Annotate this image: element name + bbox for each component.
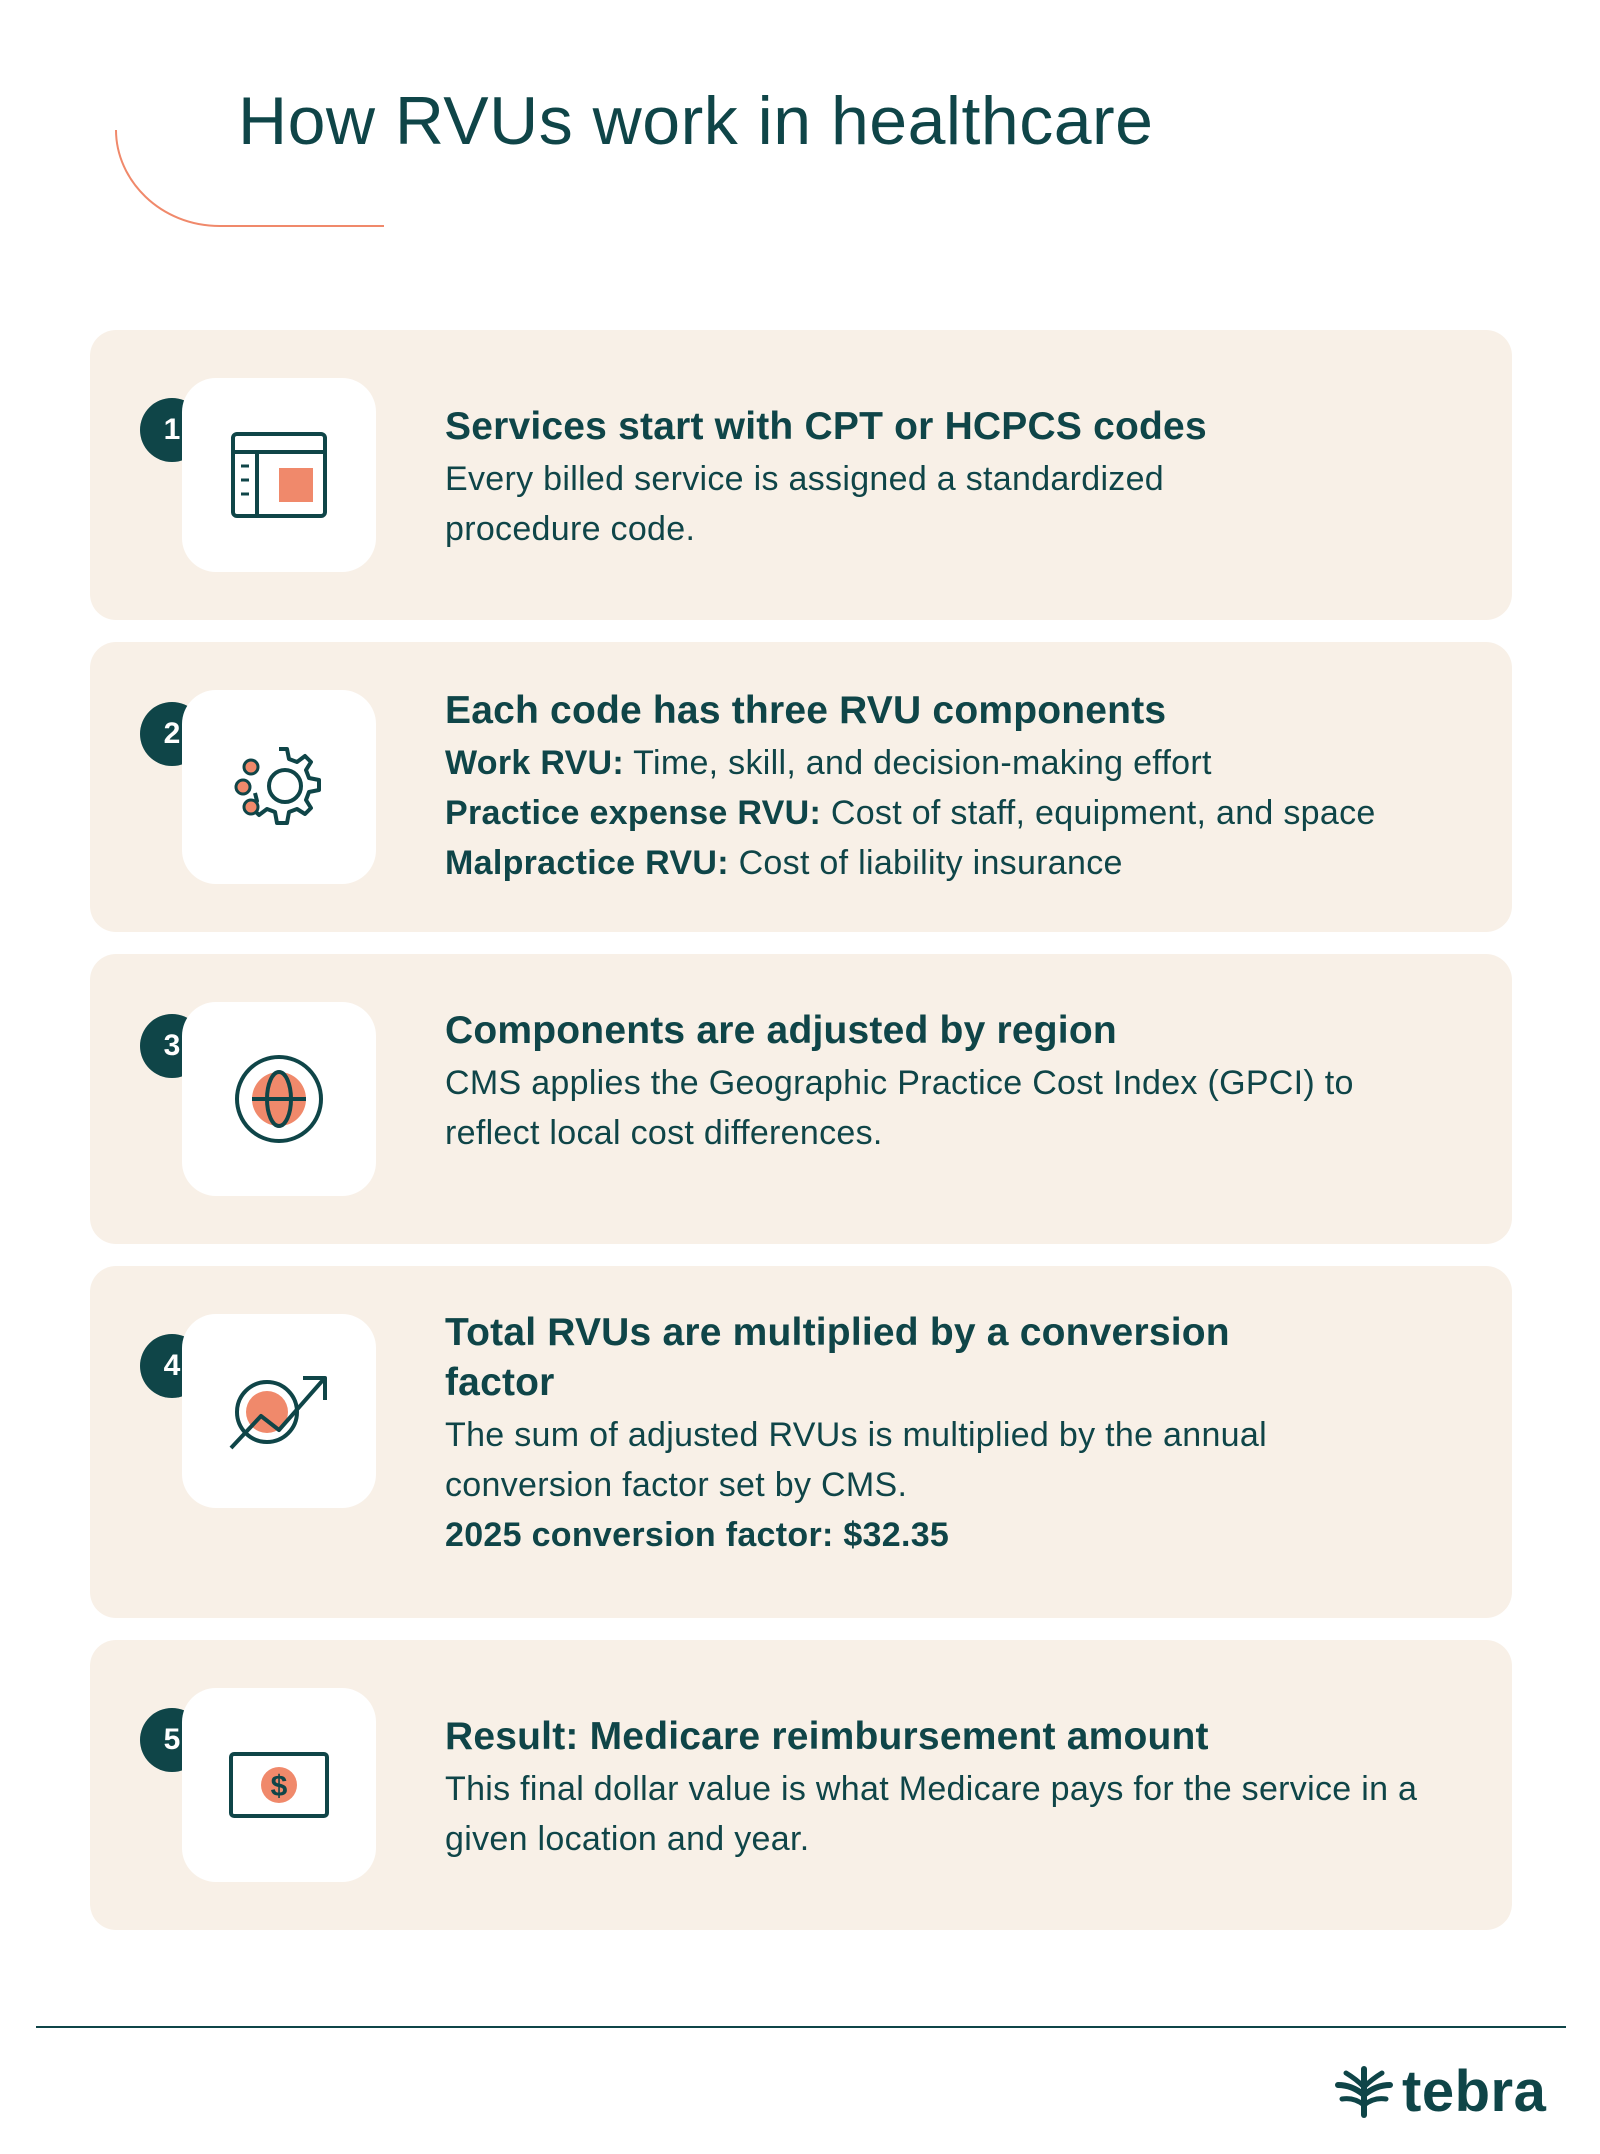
step-number-badge: 1 bbox=[140, 398, 204, 462]
step-description: This final dollar value is what Medicare pays for the service in a given location and year. bbox=[445, 1770, 1418, 1858]
component-label: Work RVU: bbox=[445, 744, 625, 782]
component-line bbox=[445, 838, 1482, 888]
step-card-4 bbox=[90, 1266, 1512, 1618]
code-document-icon bbox=[229, 430, 329, 520]
step-icon-tile bbox=[182, 690, 376, 884]
step-number-badge: 4 bbox=[140, 1334, 204, 1398]
step-icon-tile bbox=[182, 1314, 376, 1508]
step-number-badge: 2 bbox=[140, 702, 204, 766]
page-title: How RVUs work in healthcare bbox=[238, 83, 1154, 159]
step-description: The sum of adjusted RVUs is multiplied by the annual conversion factor set by CMS. bbox=[445, 1416, 1267, 1504]
conversion-factor: 2025 conversion factor: $32.35 bbox=[445, 1516, 950, 1554]
step-icon-tile bbox=[182, 1688, 376, 1882]
step-description: CMS applies the Geographic Practice Cost Index (GPCI) to reflect local cost differences. bbox=[445, 1064, 1354, 1152]
step-title: Components are adjusted by region bbox=[445, 1009, 1117, 1052]
step-title: Total RVUs are multiplied by a conversion factor bbox=[445, 1311, 1230, 1404]
component-label: Practice expense RVU: bbox=[445, 794, 822, 832]
component-line bbox=[445, 788, 1482, 838]
component-label: Malpractice RVU: bbox=[445, 844, 729, 882]
gear-icon bbox=[227, 735, 331, 839]
svg-text:$: $ bbox=[270, 1770, 288, 1803]
step-card-1 bbox=[90, 330, 1512, 620]
growth-chart-icon bbox=[223, 1366, 335, 1456]
step-number-badge: 3 bbox=[140, 1014, 204, 1078]
step-card-2 bbox=[90, 642, 1512, 932]
decorative-arc bbox=[110, 130, 390, 230]
logo-wordmark: tebra bbox=[1402, 2059, 1547, 2124]
step-card-5 bbox=[90, 1640, 1512, 1930]
step-icon-tile bbox=[182, 378, 376, 572]
step-number-badge: 5 bbox=[140, 1708, 204, 1772]
step-title: Services start with CPT or HCPCS codes bbox=[445, 405, 1207, 448]
step-icon-tile bbox=[182, 1002, 376, 1196]
footer-divider bbox=[36, 2026, 1566, 2028]
component-desc: Cost of liability insurance bbox=[738, 844, 1123, 882]
globe-icon bbox=[231, 1051, 327, 1147]
step-title: Result: Medicare reimbursement amount bbox=[445, 1715, 1209, 1758]
component-desc: Time, skill, and decision-making effort bbox=[633, 744, 1212, 782]
dollar-bill-icon bbox=[227, 1750, 331, 1820]
step-title: Each code has three RVU components bbox=[445, 689, 1167, 732]
tebra-leaf-icon bbox=[1334, 2065, 1394, 2119]
component-line bbox=[445, 738, 1482, 788]
step-card-3 bbox=[90, 954, 1512, 1244]
brand-logo bbox=[1334, 2058, 1546, 2125]
component-desc: Cost of staff, equipment, and space bbox=[830, 794, 1376, 832]
step-description: Every billed service is assigned a standardized procedure code. bbox=[445, 460, 1165, 548]
